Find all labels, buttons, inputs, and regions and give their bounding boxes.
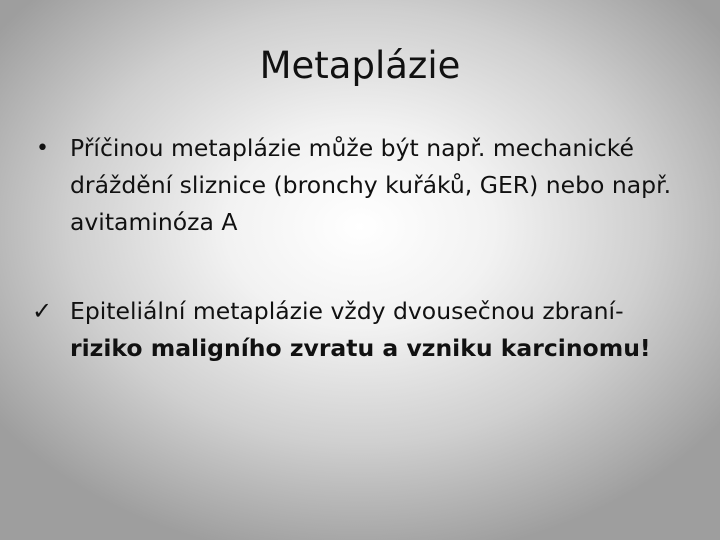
bullet-dot-icon: • <box>36 136 49 161</box>
bullet-bold-text: riziko maligního zvratu a vzniku karcinomu! <box>70 334 651 362</box>
slide-title: Metaplázie <box>259 44 461 87</box>
bullet-text: Epiteliální metaplázie vždy dvousečnou zbraní- <box>70 297 624 325</box>
bullet-text: Příčinou metaplázie může být např. mechanické dráždění sliznice (bronchy kuřáků, GER) nebo např. avitaminóza A <box>70 134 672 236</box>
bullet-item-causes <box>32 130 692 241</box>
bullet-list <box>32 130 692 367</box>
checkmark-icon: ✓ <box>32 297 53 325</box>
bullet-item-risk <box>32 293 692 367</box>
